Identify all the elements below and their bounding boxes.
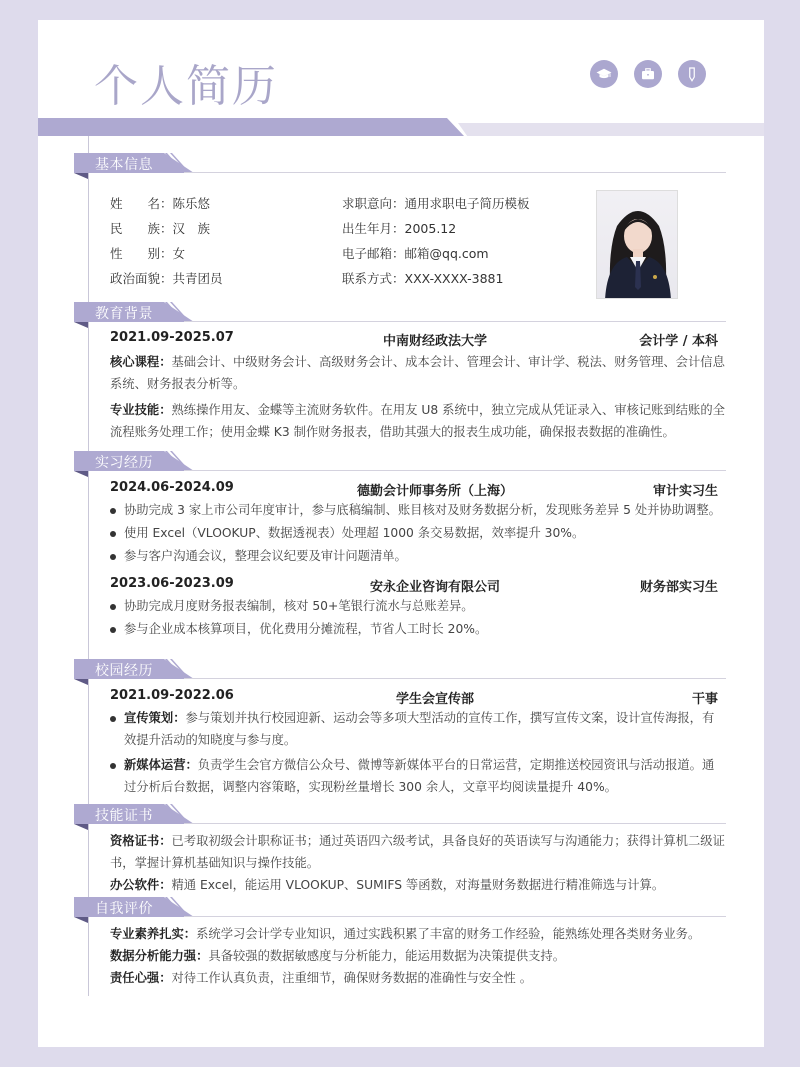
section-education <box>74 302 726 322</box>
section-basic-info <box>74 153 726 173</box>
education-entry <box>110 330 726 443</box>
internship-role: 审计实习生 <box>652 484 718 499</box>
education-major: 会计学 / 本科 <box>639 334 718 349</box>
info-email: 电子邮箱：邮箱@qq.com <box>342 246 489 261</box>
list-item: 使用 Excel（VLOOKUP、数据透视表）处理超 1000 条交易数据，效率提升 30%。 <box>110 522 726 545</box>
info-political: 政治面貌：共青团员 <box>110 271 223 286</box>
education-header-row <box>110 330 726 349</box>
self-eval-item: 数据分析能力强：具备较强的数据敏感度与分析能力，能运用数据为决策提供支持。 <box>110 949 566 963</box>
list-item: 宣传策划：参与策划并执行校园迎新、运动会等多项大型活动的宣传工作，撰写宣传文案，设计宣传海报，有效提升活动的知晓度与参与度。 <box>110 707 726 751</box>
section-title: 教育背景 <box>95 306 153 322</box>
section-title: 技能证书 <box>95 808 153 824</box>
self-eval-item: 专业素养扎实：系统学习会计学专业知识，通过实践积累了丰富的财务工作经验，能熟练处理各类财务业务。 <box>110 927 701 941</box>
section-skills <box>74 804 726 824</box>
info-phone: 联系方式：XXX-XXXX-3881 <box>342 271 504 286</box>
header-icons <box>590 60 706 88</box>
header-band-dark <box>38 118 464 136</box>
section-title: 基本信息 <box>95 157 153 173</box>
internship-entry-1 <box>110 480 726 568</box>
timeline-line <box>88 136 89 996</box>
info-birth: 出生年月：2005.12 <box>342 221 457 236</box>
resume-page <box>38 20 764 1047</box>
self-evaluation-entry <box>110 923 726 989</box>
info-gender: 性 别：女 <box>110 246 186 261</box>
internship-date: 2023.06-2023.09 <box>110 576 234 591</box>
graduation-cap-icon <box>590 60 618 88</box>
pencil-icon <box>678 60 706 88</box>
section-title: 实习经历 <box>95 455 153 471</box>
profile-photo <box>596 190 678 299</box>
campus-org: 学生会宣传部 <box>395 692 474 707</box>
campus-entry <box>110 688 726 798</box>
internship-org: 安永企业咨询有限公司 <box>369 580 500 595</box>
education-school: 中南财经政法大学 <box>382 334 487 349</box>
internship-org: 德勤会计师事务所（上海） <box>356 484 513 499</box>
info-name: 姓 名：陈乐悠 <box>110 196 211 211</box>
list-item: 协助完成月度财务报表编制，核对 50+笔银行流水与总账差异。 <box>110 595 726 618</box>
list-item: 新媒体运营：负责学生会官方微信公众号、微博等新媒体平台的日常运营，定期推送校园资讯与活动报道。通过分析后台数据，调整内容策略，实现粉丝量增长 300 余人，文章平均阅读量提升 40%。 <box>110 754 726 798</box>
internship-date: 2024.06-2024.09 <box>110 480 234 495</box>
education-date: 2021.09-2025.07 <box>110 330 234 345</box>
campus-date: 2021.09-2022.06 <box>110 688 234 703</box>
education-courses: 核心课程：基础会计、中级财务会计、高级财务会计、成本会计、管理会计、审计学、税法、财务管理、会计信息系统、财务报表分析等。 <box>110 355 725 391</box>
section-campus <box>74 659 726 679</box>
section-internship <box>74 451 726 471</box>
list-item: 参与客户沟通会议，整理会议纪要及审计问题清单。 <box>110 545 726 568</box>
skills-software: 办公软件：精通 Excel，能运用 VLOOKUP、SUMIFS 等函数，对海量财务数据进行精准筛选与计算。 <box>110 878 665 892</box>
campus-role: 干事 <box>691 692 718 707</box>
briefcase-icon <box>634 60 662 88</box>
info-ethnicity: 民 族：汉 族 <box>110 221 211 236</box>
section-self-evaluation <box>74 897 726 917</box>
skills-entry <box>110 830 726 896</box>
header-band-light <box>458 123 764 136</box>
list-item: 参与企业成本核算项目，优化费用分摊流程，节省人工时长 20%。 <box>110 618 726 641</box>
self-eval-item: 责任心强：对待工作认真负责，注重细节，确保财务数据的准确性与安全性 。 <box>110 971 533 985</box>
page-title: 个人简历 <box>94 61 278 112</box>
education-skills: 专业技能：熟练操作用友、金蝶等主流财务软件。在用友 U8 系统中，独立完成从凭证录入、审核记账到结账的全流程账务处理工作；使用金蝶 K3 制作财务报表，借助其强大的报表生成功能，确保报表数据的准确性。 <box>110 403 725 439</box>
list-item: 协助完成 3 家上市公司年度审计，参与底稿编制、账目核对及财务数据分析，发现账务差异 5 处并协助调整。 <box>110 499 726 522</box>
section-title: 校园经历 <box>95 663 153 679</box>
internship-entry-2 <box>110 576 726 641</box>
internship-role: 财务部实习生 <box>639 580 718 595</box>
section-title: 自我评价 <box>95 901 153 917</box>
info-job-intent: 求职意向：通用求职电子简历模板 <box>342 196 530 211</box>
skills-certificates: 资格证书：已考取初级会计职称证书；通过英语四六级考试，具备良好的英语读写与沟通能力；获得计算机二级证书，掌握计算机基础知识与操作技能。 <box>110 834 725 870</box>
